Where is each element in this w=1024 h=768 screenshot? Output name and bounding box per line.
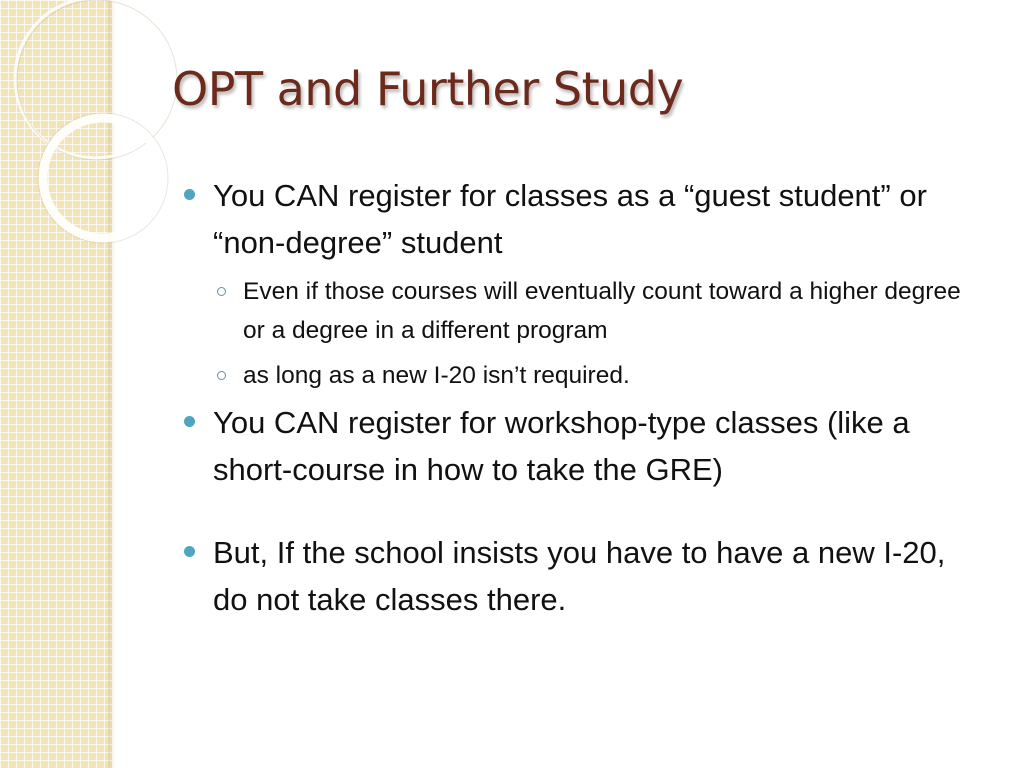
bullet-dot-icon: [184, 416, 195, 427]
bullet-item: [182, 529, 982, 623]
bullet-text: You CAN register for classes as a “guest student” or “non-degree” student: [213, 178, 927, 260]
slide-title: OPT and Further Study: [172, 62, 684, 116]
bullet-text: You CAN register for workshop-type classes (like a short-course in how to take the GRE): [213, 405, 910, 487]
bullet-list: [182, 172, 982, 623]
sub-bullet-text: as long as a new I-20 isn’t required.: [243, 362, 630, 389]
bullet-text: But, If the school insists you have to have a new I-20, do not take classes there.: [213, 535, 946, 617]
bullet-ring-icon: [217, 371, 226, 380]
bullet-dot-icon: [184, 189, 195, 200]
sub-bullet-text: Even if those courses will eventually count toward a higher degree or a degree in a different program: [243, 278, 961, 344]
sub-bullet-item: [213, 272, 982, 350]
bullet-item: [182, 172, 982, 266]
bullet-item: [182, 399, 982, 493]
decorative-rings: [0, 0, 180, 300]
bullet-dot-icon: [184, 546, 195, 557]
spacer: [182, 493, 982, 529]
bullet-ring-icon: [217, 287, 226, 296]
sub-bullet-item: [213, 356, 982, 395]
